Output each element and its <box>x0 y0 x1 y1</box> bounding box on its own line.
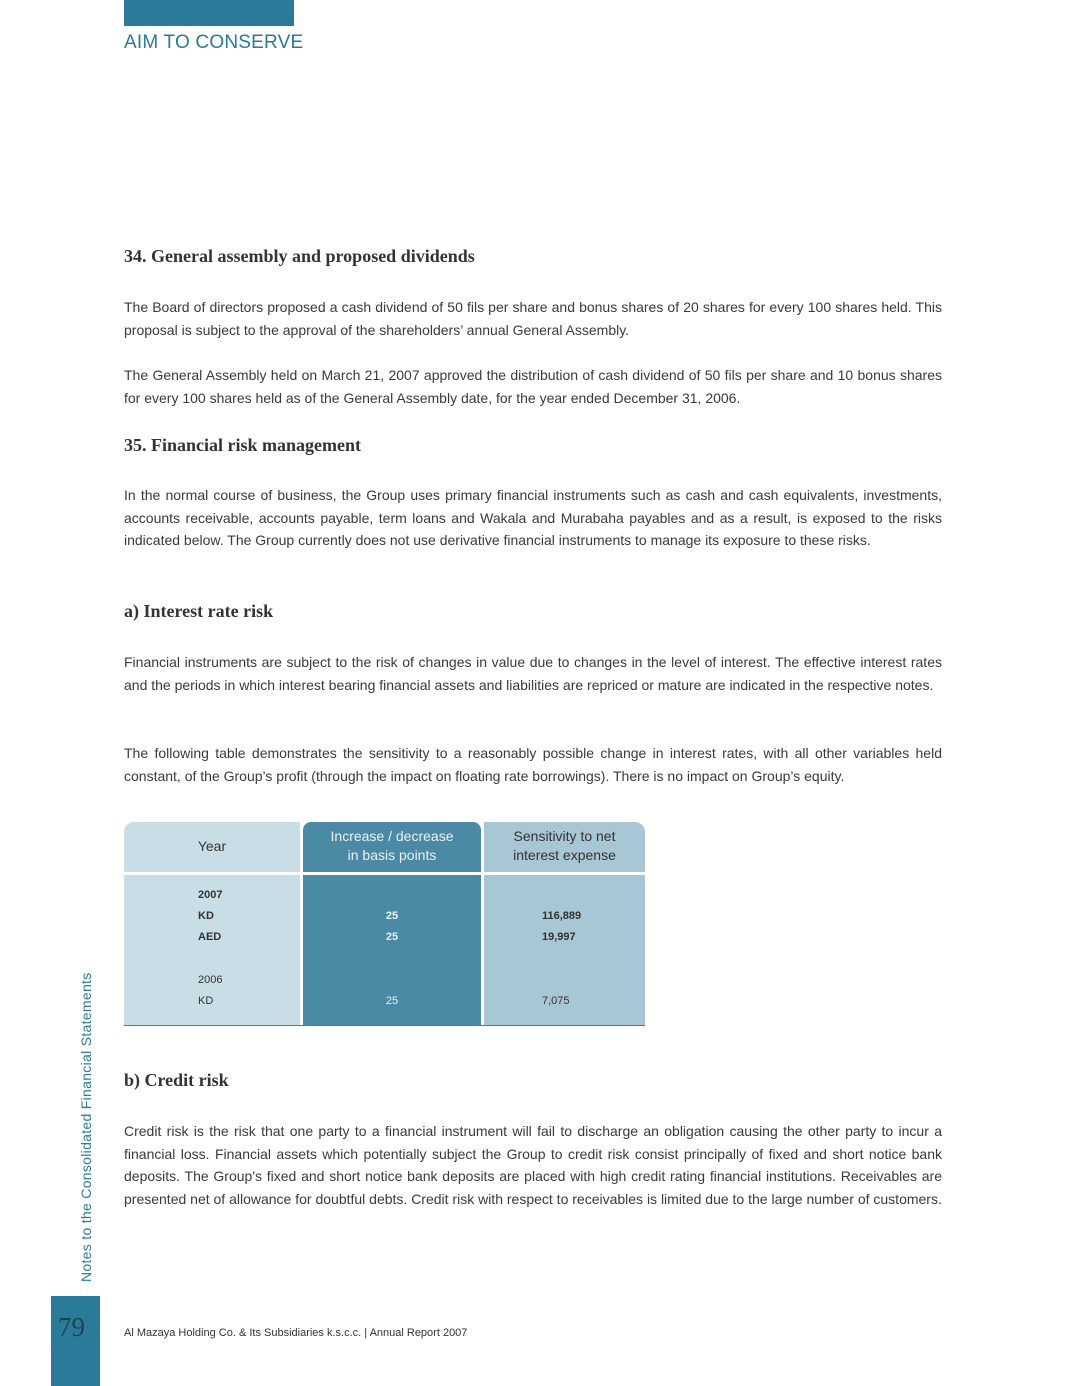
side-section-label: Notes to the Consolidated Financial Statements <box>78 972 94 1282</box>
interest-rate-risk-title: a) Interest rate risk <box>124 601 274 621</box>
table-bottom-rule <box>124 1025 645 1026</box>
row-2007-kd-currency: KD <box>198 910 214 922</box>
interest-rate-paragraph-2: The following table demonstrates the sensitivity to a reasonably possible change in interest rates, with all other variables held constant, of the Group’s profit (through the impact on floating rate borrowings). There is no impact on Group’s equity. <box>124 745 942 784</box>
group-year-2006: 2006 <box>198 974 223 986</box>
interest-rate-paragraph-1: Financial instruments are subject to the risk of changes in value due to changes in the level of interest. The effective interest rates and the periods in which interest bearing financial assets and liabilities are repriced or mature are indicated in the respective notes. <box>124 654 942 693</box>
row-2006-kd-sensitivity: 7,075 <box>542 995 570 1007</box>
header-basis-points-line1: Increase / decrease <box>330 828 454 844</box>
header-year: Year <box>197 838 227 854</box>
sensitivity-table <box>124 822 645 1026</box>
header-basis-points <box>303 827 481 865</box>
header-accent-bar <box>124 0 294 26</box>
credit-risk-title: b) Credit risk <box>124 1070 229 1090</box>
credit-risk-paragraph: Credit risk is the risk that one party to a financial instrument will fail to discharge an obligation causing the other party to incur a financial loss. Financial assets which potentially subject the Group to credit risk consist principally of fixed and short notice bank deposits. The Group's fixed and short notice bank deposits are placed with high credit rating financial institutions. Receivables are presented net of allowance for doubtful debts. Credit risk with respect to receivables is limited due to the large number of customers. <box>124 1123 942 1208</box>
header-separator <box>124 872 645 875</box>
section-34-title: 34. General assembly and proposed dividends <box>124 246 475 266</box>
section-34-paragraph-2: The General Assembly held on March 21, 2007 approved the distribution of cash dividend of 50 fils per share and 10 bonus shares for every 100 shares held as of the General Assembly date, for the year ended December 31, 2006. <box>124 367 942 406</box>
group-year-2007: 2007 <box>198 889 223 901</box>
header-sensitivity-line1: Sensitivity to net <box>513 828 616 844</box>
page-number: 79 <box>58 1312 85 1342</box>
section-35-paragraph: In the normal course of business, the Group uses primary financial instruments such as cash and cash equivalents, investments, accounts receivable, accounts payable, term loans and Wakala and Murabaha payables and as a result, is exposed to the risks indicated below. The Group currently does not use derivative financial instruments to manage its exposure to these risks. <box>124 487 942 549</box>
row-2007-aed-sensitivity: 19,997 <box>542 931 576 943</box>
row-2006-kd-currency: KD <box>198 995 214 1007</box>
section-35-title: 35. Financial risk management <box>124 435 361 455</box>
header-sensitivity-line2: interest expense <box>513 847 616 863</box>
header-sensitivity <box>484 827 645 865</box>
row-2007-aed-currency: AED <box>198 931 222 943</box>
brand-tagline: AIM TO CONSERVE <box>124 32 304 53</box>
header-basis-points-line2: in basis points <box>347 847 437 863</box>
footer-text: Al Mazaya Holding Co. & Its Subsidiaries k.s.c.c. | Annual Report 2007 <box>124 1327 468 1339</box>
row-2007-kd-change: 25 <box>385 910 399 922</box>
row-2007-aed-change: 25 <box>385 931 399 943</box>
row-2007-kd-sensitivity: 116,889 <box>542 910 582 922</box>
section-34-paragraph-1: The Board of directors proposed a cash dividend of 50 fils per share and bonus shares of 20 shares for every 100 shares held. This proposal is subject to the approval of the shareholders’ annual General Assembly. <box>124 299 942 338</box>
row-2006-kd-change: 25 <box>385 995 399 1007</box>
